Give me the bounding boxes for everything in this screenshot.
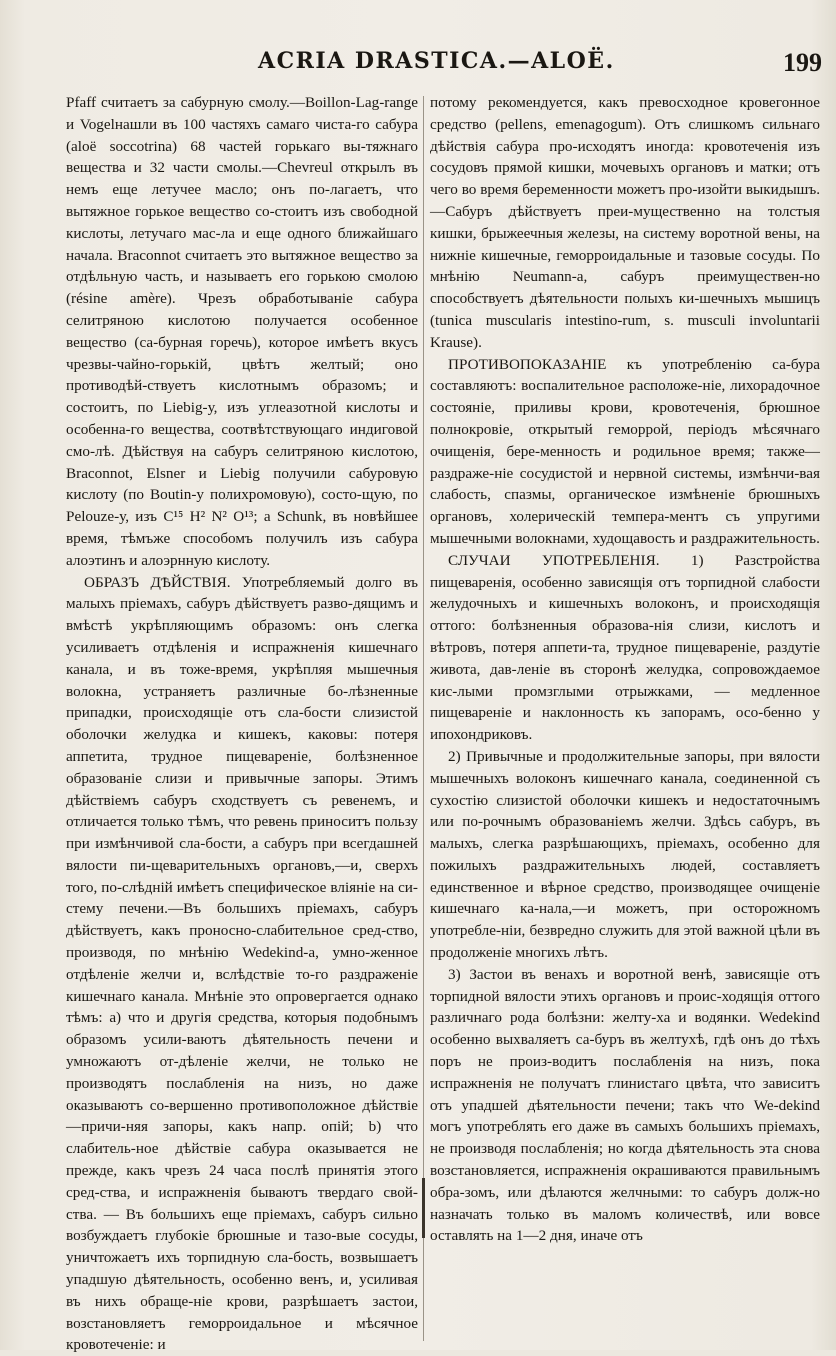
page-number: 199 [783, 48, 822, 77]
running-head: ACRIA DRASTICA.—ALOË. [258, 48, 615, 74]
page-header [0, 48, 836, 88]
paragraph-contraindications: ПРОТИВОПОКАЗАНІЕ къ употребленію са-бура составляютъ: воспалительное расположе-ніе, лихорадочное состояніе, приливы крови, кровотеченія, брюшное полнокровіе, открытый геморрой, періодъ мѣсячнаго очищенія, бере-менность и родильное время; также—раздраже-ніе сосудистой и нервной системы, измѣнчи-вая слабость, спазмы, органическое измѣненіе брюшныхъ органовъ, холерическій темпера-ментъ съ упругими мышечными волокнами, худощавость и раздражительность. [430, 355, 820, 547]
margin-mark [422, 1178, 425, 1238]
paragraph-chemistry: Pfaff считаетъ за сабурную смолу.—Boillon-Lag-range и Vogelнашли въ 100 частяхъ самаго чиста-го сабура (aloë soccotrina) 68 частей горькаго вы-тяжнаго вещества и 32 части смолы.—Chevreul открылъ въ немъ еще летучее масло; онъ по-лагаетъ, что вытяжное горькое вещество со-стоитъ изъ свободной кислоты, летучаго мас-ла и еще одного ближайшаго начала. Braconnot считаетъ это вытяжное вещество за отдѣльную часть, и называетъ его горькою смолою (résine amère). Чрезъ обработываніе сабура селитряною кислотою получается особенное вещество (са-бурная горечь), которое имѣетъ вкусъ чрезвы-чайно-горькій, цвѣтъ желтый; оно противодѣй-ствуетъ кислотнымъ образомъ; и состоитъ, по Liebig-у, изъ углеазотной кислоты и особенна-го вещества, соотвѣтствующаго индиговой смо-лѣ. Дѣйствуя на сабуръ селитряною кислотою, Braconnot, Elsner и Liebig получили сабуровую кислоту (по Boutin-у полихромовую), состо-щую, по Pelouze-у, изъ C¹⁵ H² N² O¹³; а Schunk, въ новѣйшее время, тѣмъже способомъ получилъ изъ сабура алоэтинъ и алоэрнную кислоту. [66, 94, 418, 569]
paragraph-mode-of-action: ОБРАЗЪ ДѢЙСТВІЯ. Употребляемый долго въ малыхъ пріемахъ, сабуръ дѣйствуетъ разво-дящимъ и вмѣстѣ укрѣпляющимъ образомъ: онъ слегка усиливаетъ отдѣленія и испражненія кишечнаго канала, и въ тоже-время, укрѣпляя мышечныя волокна, устраняетъ различные бо-лѣзненные припадки, происходящіе отъ сла-бости слизистой оболочки желудка и кишекъ, каковы: потеря аппетита, трудное пищевареніе, болѣзненное образованіе слизи и привычные запоры. Этимъ дѣйствіемъ сабуръ сходствуетъ съ ревенемъ, и отличается только тѣмъ, что ревень приноситъ пользу при измѣнчивой сла-бости, а сабуръ при всегдашней вялости пи-щеварительныхъ органовъ,—и, сверхъ того, по-слѣдній имѣетъ специфическое вліяніе на си-стему печени.—Въ большихъ пріемахъ, сабуръ дѣйствуетъ, какъ проносно-слабительное сред-ство, производя, по мнѣнію Wedekind-а, умно-женное отдѣленіе желчи и, вслѣдствіе то-го раздраженіе кишечнаго канала. Мнѣніе это опровергается однако тѣмъ: a) что и другія средства, которыя подобнымъ образомъ усили-ваютъ дѣятельность печени и умножаютъ от-дѣленіе желчи, не только не производятъ послабленія на низъ, но даже оказываютъ со-вершенно противоположное дѣйствіе—причи-няя запоры, какъ напр. опій; b) что слабитель-ное дѣйствіе сабура оказывается не прежде, какъ чрезъ 24 часа послѣ принятія этого сред-ства, и испражненія бываютъ твердаго свой-ства. — Въ большихъ еще пріемахъ, сабуръ сильно возбуждаетъ глубокіе брюшные и тазо-вые сосуды, уничтожаетъ ихъ торпидную сла-бость, возвышаетъ упадшую дѣятельность, особенно венъ, и, усиливая въ нихъ обраще-ніе крови, разрѣшаетъ застои, возстановляетъ геморроидальное и мѣсячное кровотеченіе: и [66, 573, 418, 1354]
right-column [430, 92, 820, 1342]
paragraph-indications-2: 2) Привычные и продолжительные запоры, при вялости мышечныхъ волоконъ кишечнаго канала, соединенной съ сухостію слизистой оболочки кишекъ и недостаточнымъ или по-рочнымъ образованіемъ желчи. Здѣсь сабуръ, въ малыхъ, слегка разрѣшающихъ, пріемахъ, особенно для пожилыхъ раздражительныхъ людей, составляетъ единственное и вѣрное средство, производящее очищеніе кишечнаго ка-нала,—и можетъ, при осторожномъ употребле-ніи, безвредно служить для этой важной цѣли въ продолженіе многихъ лѣтъ. [430, 747, 820, 962]
column-divider [423, 96, 424, 1341]
paragraph-indications-3: 3) Застои въ венахъ и воротной венѣ, зависящіе отъ торпидной вялости этихъ органовъ и проис-ходящія оттого различнаго рода болѣзни: желту-ха и водянки. Wedekind особенно выхваляетъ са-буръ въ желтухѣ, гдѣ онъ до тѣхъ поръ не произ-водитъ послабленія на низъ, пока испражненія не получатъ глинистаго цвѣта, что зависитъ отъ упадшей дѣятельности печени; такъ что We-dekind могъ употреблять его даже въ самыхъ большихъ пріемахъ, не производя послабленія; но когда дѣятельность эта снова возстановляется, испражненія окрашиваются правильнымъ обра-зомъ, или дѣлаются желчными: то сабуръ долж-но назначать только въ маломъ количествѣ, или вовсе оставлять на 1—2 дня, иначе отъ [430, 965, 820, 1245]
paragraph-emmenagogue: потому рекомендуется, какъ превосходное кровегонное средство (pellens, emenagogum). Отъ слишкомъ сильнаго дѣйствія сабура про-исходятъ иногда: кровотеченія изъ сосудовъ прямой кишки, мочевыхъ органовъ и матки; отъ чего во время беременности можетъ про-изойти выкидышъ.—Сабуръ дѣйствуетъ преи-мущественно на толстыя кишки, брыжеечныя железы, на систему воротной вены, на нижніе кишечные, геморроидальные и тазовые сосуды. По мнѣнію Neumann-а, сабуръ преимуществен-но способствуетъ дѣятельности полыхъ ки-шечныхъ мышицъ (tunica muscularis intestino-rum, s. musculi involuntarii Krause). [430, 94, 820, 351]
left-column [66, 92, 418, 1354]
paragraph-indications-1: СЛУЧАИ УПОТРЕБЛЕНІЯ. 1) Разстройства пищеваренія, особенно зависящія отъ торпидной слабости желудочныхъ и кишечныхъ волоконъ, и происходящія оттого: болѣзненныя образова-нія слизи, кислотъ и вѣтровъ, потеря аппети-та, трудное пищевареніе, раздутіе живота, дав-леніе въ сторонѣ желудка, сопровождаемое кис-лыми промзглыми отрыжками, — медленное пищевареніе и наклонность къ запорамъ, осо-бенно у ипохондриковъ. [430, 551, 820, 744]
